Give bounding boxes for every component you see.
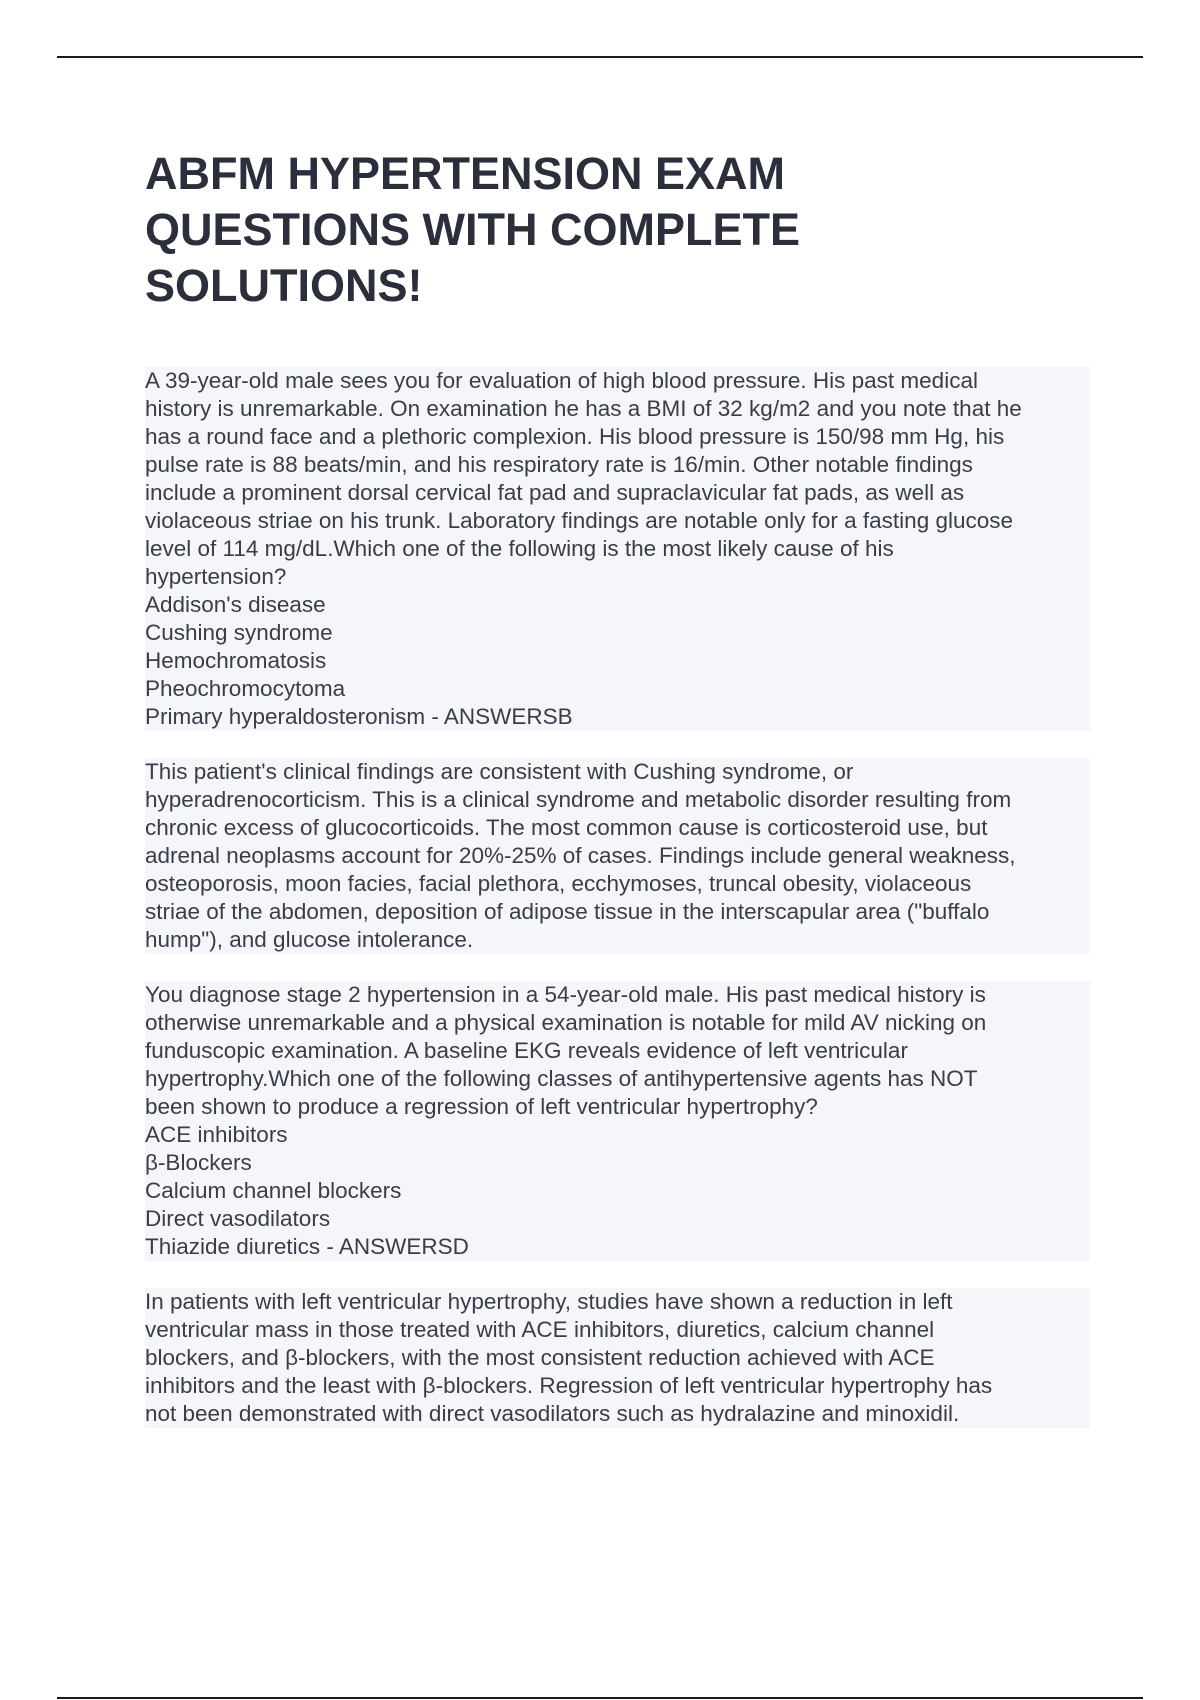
- title-line: QUESTIONS WITH COMPLETE: [145, 204, 801, 255]
- explanation-1: [145, 758, 1090, 954]
- question-stem-line: pulse rate is 88 beats/min, and his respiratory rate is 16/min. Other notable findings: [145, 452, 973, 477]
- answer-option: β-Blockers: [145, 1150, 252, 1175]
- answer-option: Direct vasodilators: [145, 1206, 331, 1231]
- answer-option: ACE inhibitors: [145, 1122, 288, 1147]
- explanation-line: osteoporosis, moon facies, facial plethora, ecchymoses, truncal obesity, violaceous: [145, 871, 972, 896]
- answer-option: Calcium channel blockers: [145, 1178, 402, 1203]
- explanation-line: ventricular mass in those treated with ACE inhibitors, diuretics, calcium channel: [145, 1317, 935, 1342]
- document-title: [145, 146, 1105, 314]
- question-stem-line: You diagnose stage 2 hypertension in a 54-year-old male. His past medical history is: [145, 982, 986, 1007]
- question-2: [145, 981, 1090, 1261]
- explanation-line: striae of the abdomen, deposition of adipose tissue in the interscapular area ("buffalo: [145, 899, 990, 924]
- question-stem-line: hypertension?: [145, 564, 287, 589]
- question-stem-line: include a prominent dorsal cervical fat pad and supraclavicular fat pads, as well as: [145, 480, 965, 505]
- answer-option: Primary hyperaldosteronism - ANSWERSB: [145, 704, 573, 729]
- explanation-line: This patient's clinical findings are consistent with Cushing syndrome, or: [145, 759, 854, 784]
- question-stem-line: level of 114 mg/dL.Which one of the following is the most likely cause of his: [145, 536, 894, 561]
- explanation-line: hump"), and glucose intolerance.: [145, 927, 474, 952]
- question-stem-line: been shown to produce a regression of left ventricular hypertrophy?: [145, 1094, 818, 1119]
- title-line: ABFM HYPERTENSION EXAM: [145, 148, 786, 199]
- question-stem-line: history is unremarkable. On examination he has a BMI of 32 kg/m2 and you note that he: [145, 396, 1022, 421]
- question-1: [145, 367, 1090, 731]
- explanation-2: [145, 1288, 1090, 1428]
- explanation-line: In patients with left ventricular hypertrophy, studies have shown a reduction in left: [145, 1289, 953, 1314]
- explanation-line: not been demonstrated with direct vasodilators such as hydralazine and minoxidil.: [145, 1401, 960, 1426]
- document-body: [145, 367, 1090, 1455]
- question-stem-line: violaceous striae on his trunk. Laboratory findings are notable only for a fasting glucose: [145, 508, 1014, 533]
- explanation-line: inhibitors and the least with β-blockers. Regression of left ventricular hypertrophy has: [145, 1373, 993, 1398]
- question-stem-line: funduscopic examination. A baseline EKG reveals evidence of left ventricular: [145, 1038, 908, 1063]
- explanation-line: adrenal neoplasms account for 20%-25% of cases. Findings include general weakness,: [145, 843, 1016, 868]
- answer-option: Pheochromocytoma: [145, 676, 346, 701]
- answer-option: Cushing syndrome: [145, 620, 333, 645]
- explanation-line: blockers, and β-blockers, with the most consistent reduction achieved with ACE: [145, 1345, 935, 1370]
- title-line: SOLUTIONS!: [145, 260, 423, 311]
- explanation-line: chronic excess of glucocorticoids. The most common cause is corticosteroid use, but: [145, 815, 988, 840]
- answer-option: Thiazide diuretics - ANSWERSD: [145, 1234, 469, 1259]
- question-stem-line: has a round face and a plethoric complexion. His blood pressure is 150/98 mm Hg, his: [145, 424, 1005, 449]
- footer-rule: [57, 1697, 1143, 1699]
- answer-option: Hemochromatosis: [145, 648, 327, 673]
- answer-option: Addison's disease: [145, 592, 326, 617]
- header-rule: [57, 56, 1143, 58]
- question-stem-line: A 39-year-old male sees you for evaluation of high blood pressure. His past medical: [145, 368, 978, 393]
- question-stem-line: hypertrophy.Which one of the following classes of antihypertensive agents has NOT: [145, 1066, 978, 1091]
- question-stem-line: otherwise unremarkable and a physical examination is notable for mild AV nicking on: [145, 1010, 987, 1035]
- explanation-line: hyperadrenocorticism. This is a clinical syndrome and metabolic disorder resulting from: [145, 787, 1012, 812]
